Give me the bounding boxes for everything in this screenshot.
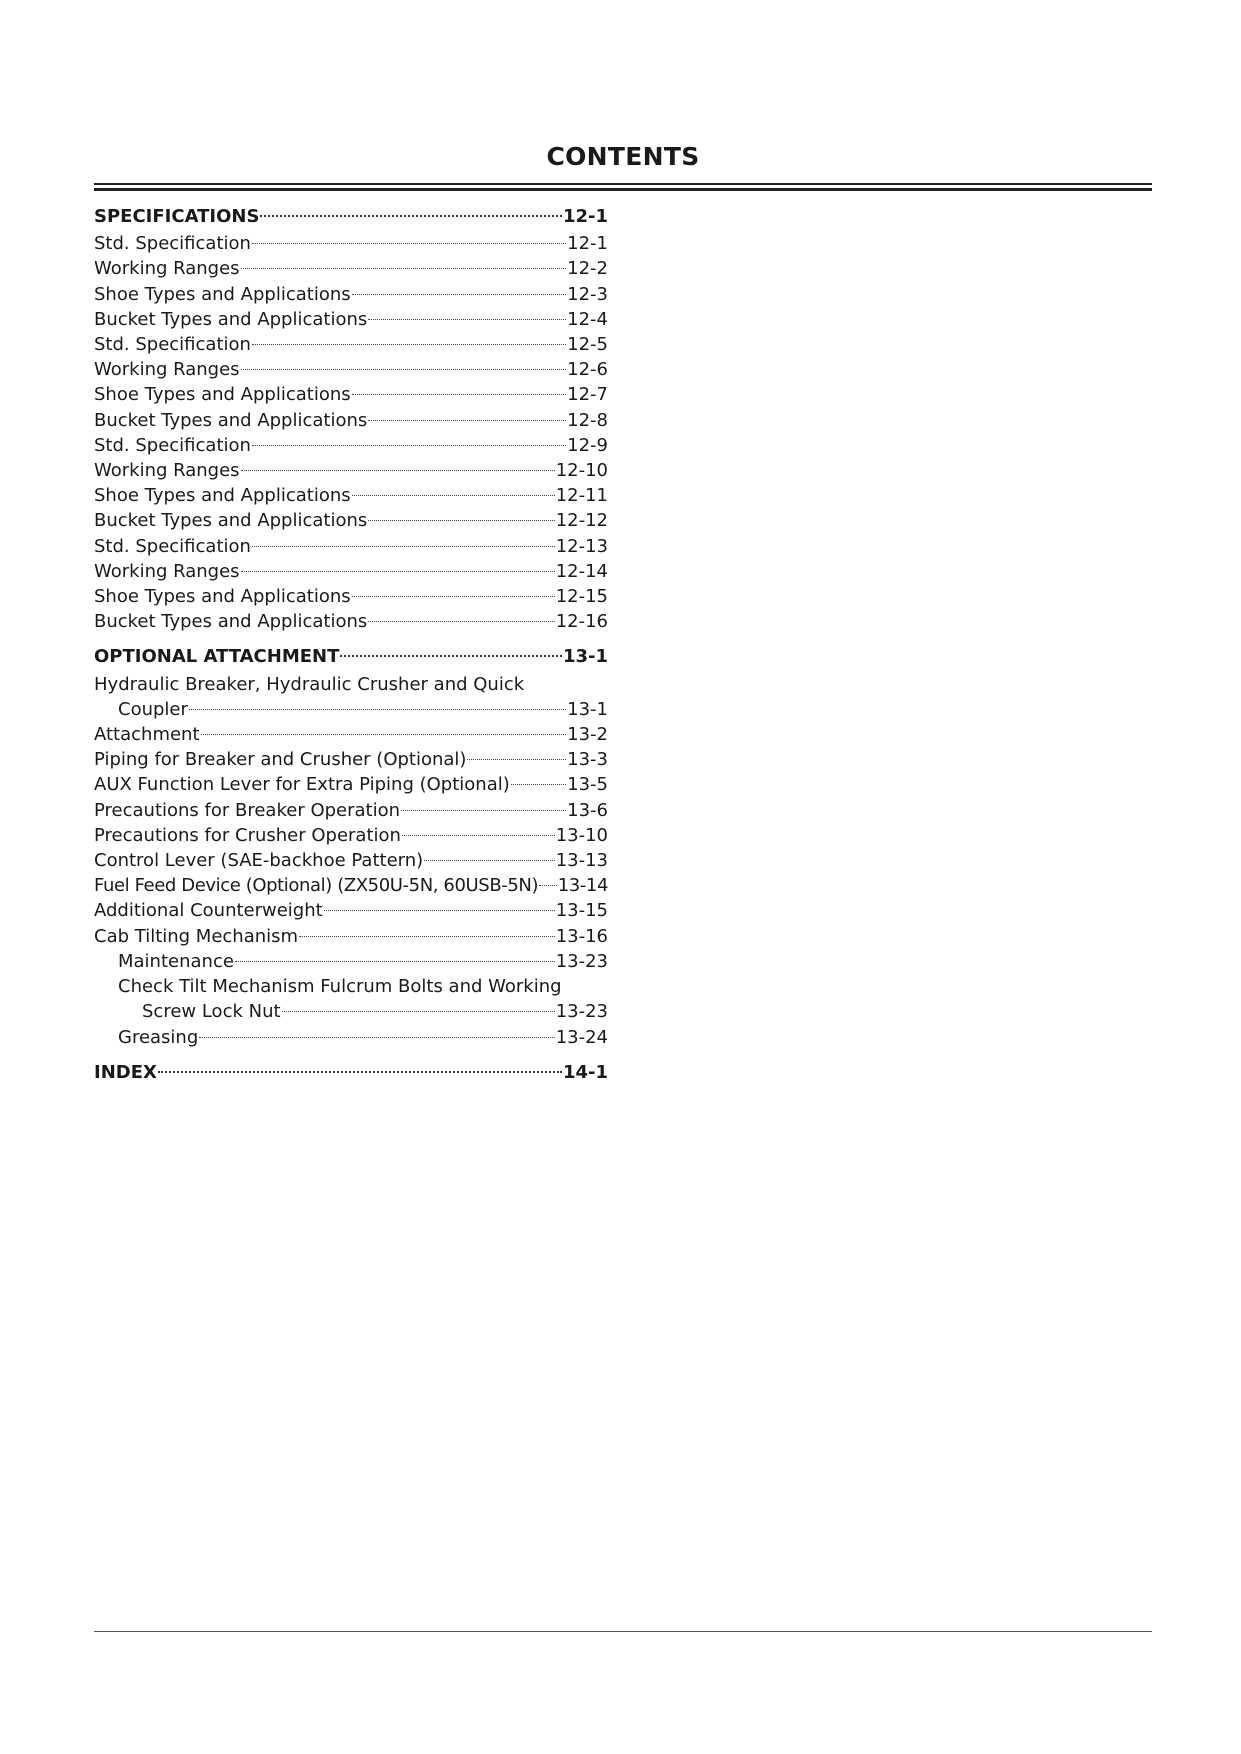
dot-leader xyxy=(352,294,567,295)
dot-leader xyxy=(252,546,555,547)
dot-leader xyxy=(352,495,555,496)
dot-leader xyxy=(282,1011,555,1012)
dot-leader xyxy=(201,734,567,735)
dot-leader xyxy=(252,445,566,446)
toc-entry[interactable]: Working Ranges 12-10 xyxy=(94,460,608,482)
dot-leader xyxy=(340,655,562,657)
dot-leader xyxy=(241,470,555,471)
dot-leader xyxy=(539,885,557,886)
dot-leader xyxy=(299,936,555,937)
dot-leader xyxy=(368,621,554,622)
toc-heading[interactable]: OPTIONAL ATTACHMENT 13-1 xyxy=(94,646,608,668)
dot-leader xyxy=(424,860,555,861)
dot-leader xyxy=(235,961,555,962)
toc-heading[interactable]: INDEX 14-1 xyxy=(94,1061,608,1083)
toc-entry[interactable]: Bucket Types and Applications 12-16 xyxy=(94,611,608,633)
toc-entry[interactable]: Cab Tilting Mechanism 13-16 xyxy=(94,925,608,947)
dot-leader xyxy=(352,596,555,597)
toc-entry[interactable]: Shoe Types and Applications 12-3 xyxy=(94,283,608,305)
toc-section-optional-attachment xyxy=(94,644,608,1049)
toc-entry[interactable]: Precautions for Breaker Operation 13-6 xyxy=(94,799,608,821)
toc-entry-first-line[interactable]: Check Tilt Mechanism Fulcrum Bolts and Working xyxy=(118,976,562,998)
toc-entry[interactable]: Std. Specification 12-1 xyxy=(94,233,608,255)
page-title: CONTENTS xyxy=(546,142,700,171)
toc-entry[interactable]: Std. Specification 12-5 xyxy=(94,334,608,356)
toc-entry[interactable]: Working Ranges 12-6 xyxy=(94,359,608,381)
toc-entry[interactable]: Shoe Types and Applications 12-15 xyxy=(94,586,608,608)
dot-leader xyxy=(324,910,555,911)
toc-section-index xyxy=(94,1060,608,1085)
toc-section-specifications xyxy=(94,204,608,634)
toc-heading[interactable]: SPECIFICATIONS 12-1 xyxy=(94,206,608,227)
dot-leader xyxy=(252,243,566,244)
toc-entry[interactable]: Attachment 13-2 xyxy=(94,724,608,746)
toc-entry-first-line[interactable]: Hydraulic Breaker, Hydraulic Crusher and Quick xyxy=(94,673,525,695)
footer-rule xyxy=(94,1631,1152,1632)
toc-entry[interactable]: Working Ranges 12-2 xyxy=(94,258,608,280)
toc-entry[interactable]: Precautions for Crusher Operation 13-10 xyxy=(94,824,608,846)
dot-leader xyxy=(158,1071,562,1073)
dot-leader xyxy=(467,759,566,760)
toc-entry[interactable]: Std. Specification 12-9 xyxy=(94,434,608,456)
table-of-contents xyxy=(94,204,608,1087)
dot-leader xyxy=(368,319,566,320)
dot-leader xyxy=(511,784,566,785)
dot-leader xyxy=(252,344,566,345)
dot-leader xyxy=(402,835,555,836)
toc-entry[interactable]: Bucket Types and Applications 12-4 xyxy=(94,308,608,330)
toc-entry[interactable]: Bucket Types and Applications 12-12 xyxy=(94,510,608,532)
toc-entry[interactable]: Shoe Types and Applications 12-7 xyxy=(94,384,608,406)
dot-leader xyxy=(368,520,554,521)
toc-entry[interactable]: Coupler 13-1 xyxy=(118,698,608,720)
title-rule xyxy=(94,183,1152,191)
toc-entry[interactable]: Maintenance 13-23 xyxy=(118,950,608,972)
dot-leader xyxy=(241,268,567,269)
toc-entry[interactable]: Screw Lock Nut 13-23 xyxy=(142,1001,608,1023)
dot-leader xyxy=(241,571,555,572)
toc-entry[interactable]: Bucket Types and Applications 12-8 xyxy=(94,409,608,431)
toc-entry[interactable]: AUX Function Lever for Extra Piping (Optional) 13-5 xyxy=(94,774,608,796)
toc-entry[interactable]: Shoe Types and Applications 12-11 xyxy=(94,485,608,507)
toc-entry[interactable]: Working Ranges 12-14 xyxy=(94,560,608,582)
toc-entry[interactable]: Std. Specification 12-13 xyxy=(94,535,608,557)
toc-entry[interactable]: Additional Counterweight 13-15 xyxy=(94,900,608,922)
dot-leader xyxy=(352,394,567,395)
toc-entry[interactable]: Control Lever (SAE-backhoe Pattern) 13-13 xyxy=(94,850,608,872)
dot-leader xyxy=(401,810,566,811)
dot-leader xyxy=(189,709,566,710)
dot-leader xyxy=(241,369,567,370)
toc-entry[interactable]: Greasing 13-24 xyxy=(118,1026,608,1048)
toc-entry[interactable]: Fuel Feed Device (Optional) (ZX50U-5N, 60USB-5N) 13-14 xyxy=(94,875,608,897)
dot-leader xyxy=(368,420,566,421)
toc-entry[interactable]: Piping for Breaker and Crusher (Optional) 13-3 xyxy=(94,749,608,771)
dot-leader xyxy=(199,1037,554,1038)
dot-leader xyxy=(260,215,562,217)
